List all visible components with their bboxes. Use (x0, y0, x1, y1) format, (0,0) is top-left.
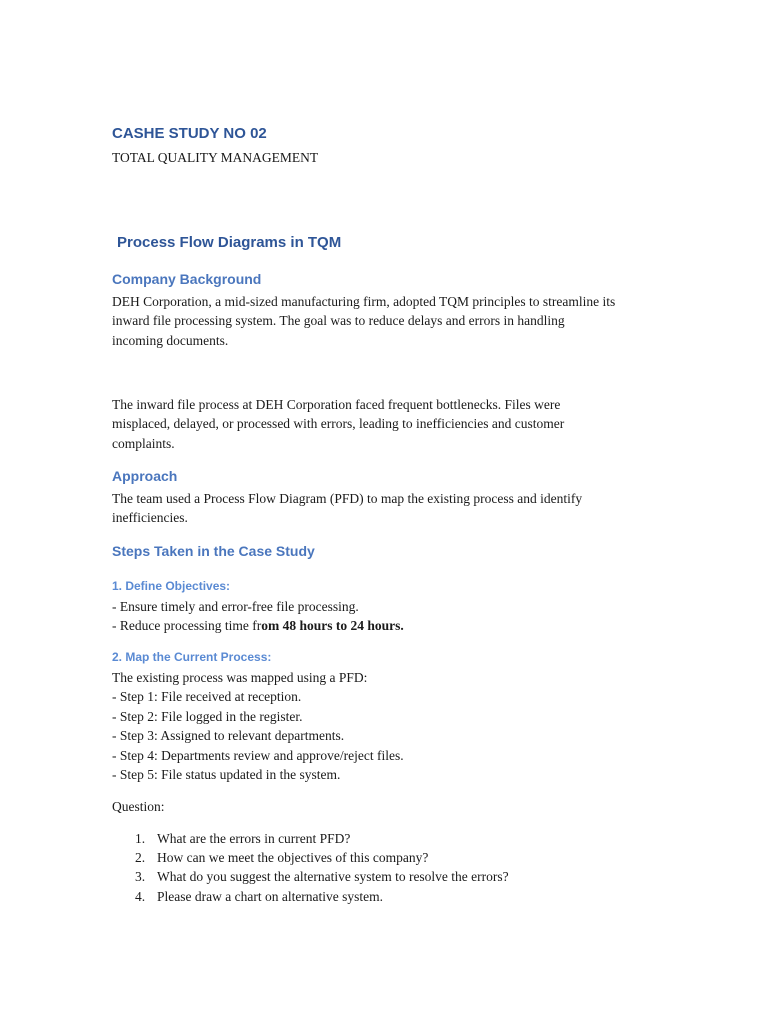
text-line: inefficiencies. (112, 510, 188, 526)
question-text: Please draw a chart on alternative system. (157, 888, 384, 904)
company-background-paragraph (112, 292, 672, 350)
objectives-list (112, 597, 672, 636)
question-number: 4. (135, 888, 146, 904)
define-objectives-heading: 1. Define Objectives: (112, 579, 231, 593)
approach-heading: Approach (112, 468, 178, 484)
question-text: How can we meet the objectives of this company? (157, 850, 429, 866)
objective-item: - Ensure timely and error-free file processing. (112, 599, 359, 614)
map-process-heading: 2. Map the Current Process: (112, 650, 272, 664)
question-list (112, 829, 509, 906)
company-background-heading: Company Background (112, 271, 262, 287)
text-line: inward file processing system. The goal was to reduce delays and errors in handling (112, 313, 565, 329)
text-line: incoming documents. (112, 332, 229, 348)
case-study-title: CASHE STUDY NO 02 (112, 125, 267, 142)
question-number: 1. (135, 831, 146, 846)
objective-text: - Reduce processing time fr (112, 618, 262, 634)
process-step: - Step 3: Assigned to relevant departments. (112, 728, 345, 744)
text-line: The inward file process at DEH Corporation faced frequent bottlenecks. Files were (112, 397, 561, 412)
question-text: What do you suggest the alternative system to resolve the errors? (157, 869, 509, 885)
process-steps-list (112, 668, 672, 784)
text-line: The team used a Process Flow Diagram (PFD) to map the existing process and identify (112, 491, 583, 506)
process-step: - Step 1: File received at reception. (112, 689, 302, 705)
question-text: What are the errors in current PFD? (157, 831, 351, 846)
process-step: - Step 4: Departments review and approve/reject files. (112, 747, 404, 763)
process-intro: The existing process was mapped using a PFD: (112, 670, 368, 685)
question-item (112, 848, 509, 867)
objective-emphasis: om 48 hours to 24 hours. (261, 618, 404, 634)
objective-item (112, 616, 672, 635)
question-number: 3. (135, 869, 146, 885)
question-item (112, 887, 509, 906)
process-step: - Step 5: File status updated in the system. (112, 767, 341, 783)
process-step: - Step 2: File logged in the register. (112, 708, 303, 724)
text-line: misplaced, delayed, or processed with errors, leading to inefficiencies and customer (112, 416, 565, 432)
question-number: 2. (135, 850, 146, 866)
question-item (112, 867, 509, 886)
question-label: Question: (112, 799, 165, 814)
document-title: Process Flow Diagrams in TQM (117, 234, 342, 251)
approach-paragraph (112, 489, 672, 528)
steps-heading: Steps Taken in the Case Study (112, 543, 315, 559)
question-item (112, 829, 509, 848)
text-line: DEH Corporation, a mid-sized manufacturing firm, adopted TQM principles to streamline its (112, 294, 616, 309)
subject-line: TOTAL QUALITY MANAGEMENT (112, 150, 319, 165)
text-line: complaints. (112, 435, 175, 451)
problem-paragraph (112, 395, 672, 453)
